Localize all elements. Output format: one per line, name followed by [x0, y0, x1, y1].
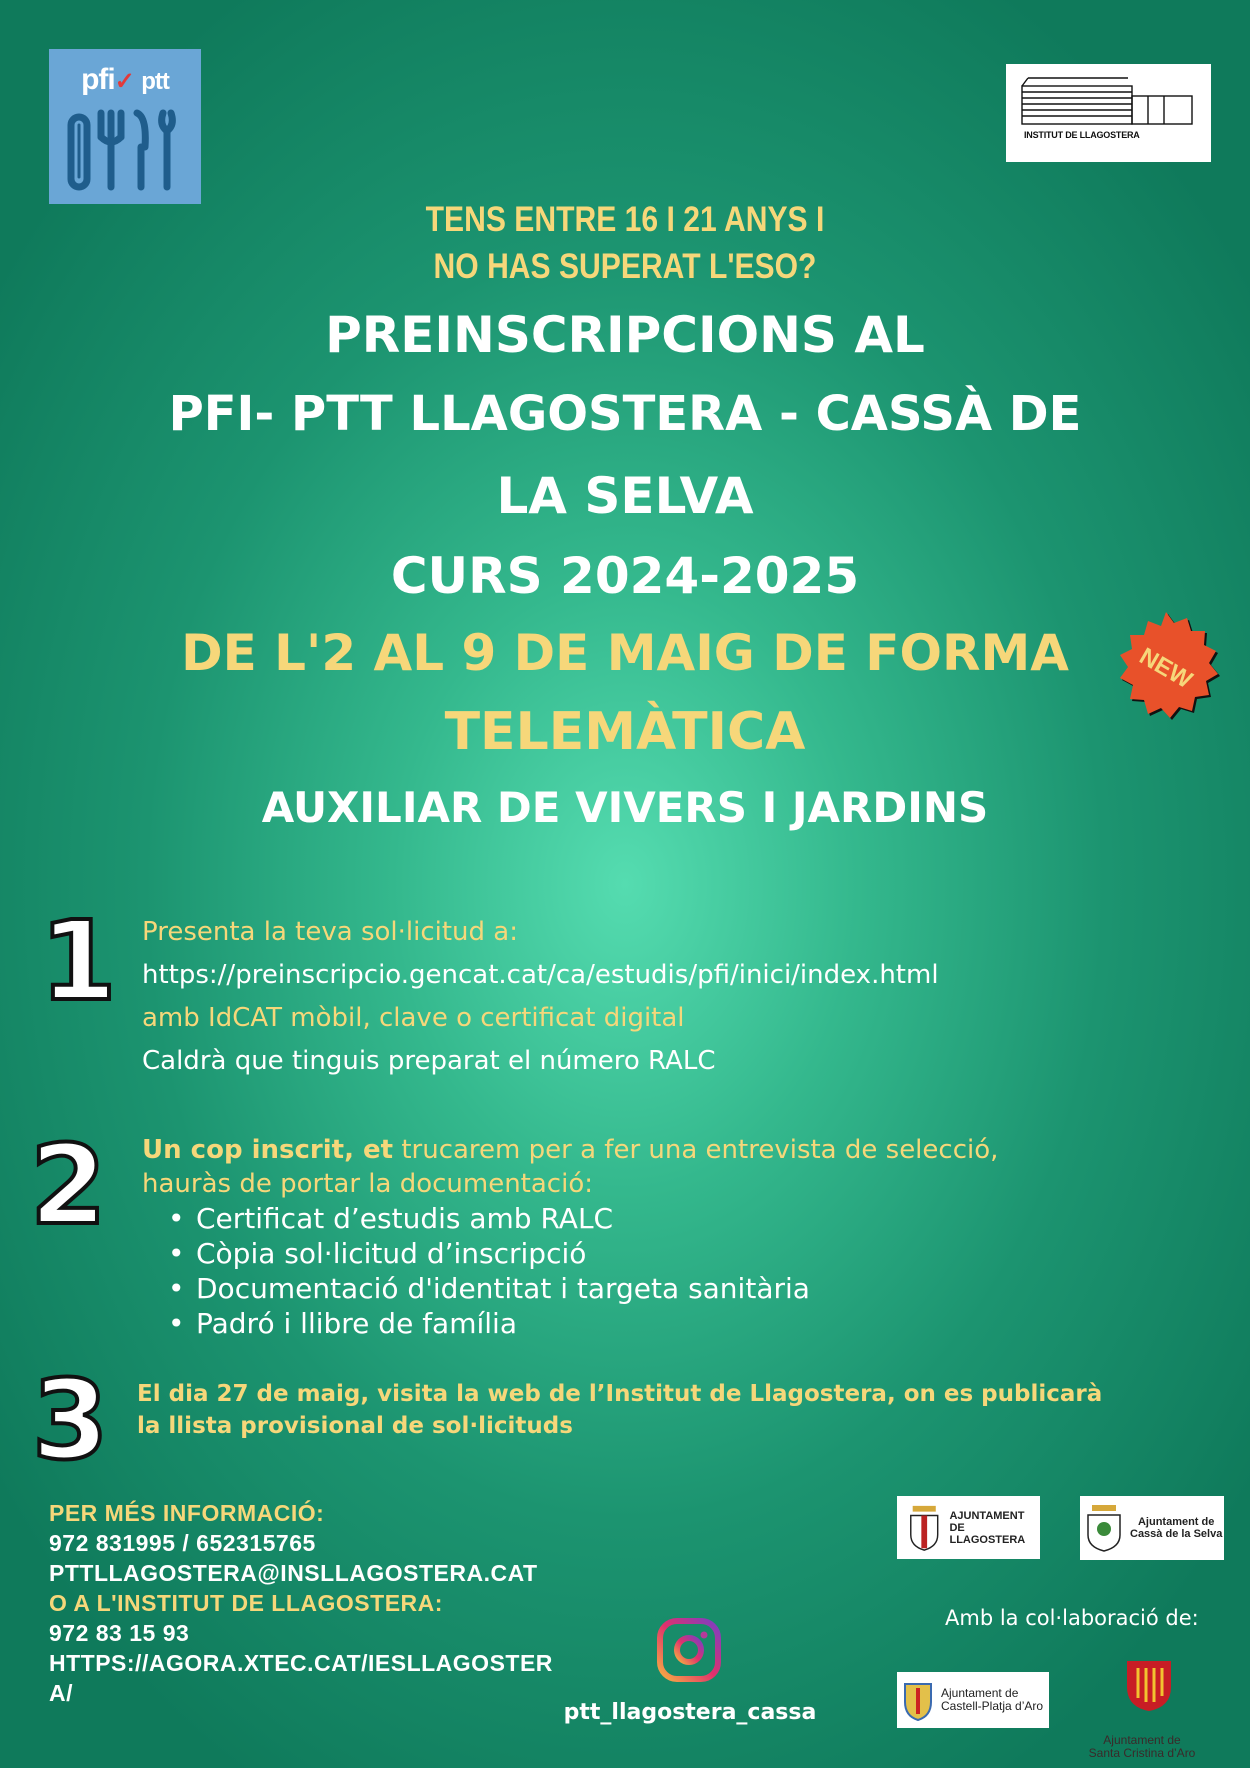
step-1-ralc-note: Caldrà que tinguis preparat el número RALC [142, 1046, 716, 1076]
institut-caption: INSTITUT DE LLAGOSTERA [1024, 130, 1140, 140]
school-building-icon [1018, 74, 1198, 130]
santa-cristina-shield-icon [1124, 1658, 1174, 1714]
title-line1: PREINSCRIPCIONS AL [325, 306, 925, 364]
step-2-line2: hauràs de portar la documentació: [142, 1169, 593, 1199]
pfi-ptt-logo-text [49, 63, 201, 97]
title-line2: PFI- PTT LLAGOSTERA - CASSÀ DE [168, 386, 1082, 442]
castell-card-text [941, 1687, 1043, 1713]
step-3 [137, 1378, 1137, 1442]
contact-phones: 972 831995 / 652315765 [49, 1530, 316, 1556]
cassa-line2: Cassà de la Selva [1130, 1528, 1223, 1540]
step-3-line2: la llista provisional de sol·licituds [137, 1413, 573, 1439]
instagram-glyph [656, 1617, 722, 1683]
dates-line1: DE L'2 AL 9 DE MAIG DE FORMA [181, 624, 1069, 682]
cassa-shield-icon [1084, 1503, 1124, 1553]
step-1 [142, 915, 1142, 1078]
institut-heading: O A L'INSTITUT DE LLAGOSTERA: [49, 1590, 443, 1616]
step-2 [142, 1133, 1142, 1341]
collaboration-label: Amb la col·laboració de: [945, 1606, 1199, 1630]
institut-web-line1[interactable]: HTTPS://AGORA.XTEC.CAT/IESLLAGOSTER [49, 1650, 553, 1676]
step-3-line1: El dia 27 de maig, visita la web de l’Institut de Llagostera, on es publicarà [137, 1381, 1103, 1407]
list-item: • Padró i llibre de família [168, 1306, 1142, 1341]
ptt-wordmark: ptt [141, 68, 169, 95]
ajuntament-llagostera-logo [897, 1496, 1040, 1559]
check-mark: ✓ [114, 68, 134, 95]
castell-line2: Castell-Platja d’Aro [941, 1699, 1044, 1713]
list-item: • Certificat d’estudis amb RALC [168, 1201, 1142, 1236]
list-item: • Còpia sol·licitud d’inscripció [168, 1236, 1142, 1271]
tools-icon [67, 107, 185, 193]
list-item: • Documentació d'identitat i targeta sanitària [168, 1271, 1142, 1306]
step-2-lead-rest: trucarem per a fer una entrevista de selecció, [393, 1135, 999, 1165]
pfi-wordmark: pfi [81, 63, 115, 96]
step-2-lead [142, 1133, 1142, 1167]
castell-shield-icon [901, 1676, 935, 1724]
badge-text: NEW [1134, 642, 1197, 695]
step-1-methods: amb IdCAT mòbil, clave o certificat digital [142, 1003, 685, 1033]
santa-cristina-text [1082, 1734, 1202, 1760]
llagostera-line2: DE LLAGOSTERA [949, 1521, 1026, 1546]
step-1-intro: Presenta la teva sol·licitud a: [142, 917, 518, 947]
llagostera-shield-icon [905, 1503, 943, 1553]
documents-list [142, 1201, 1142, 1341]
contact-heading: PER MÉS INFORMACIÓ: [49, 1500, 325, 1526]
course-name: AUXILIAR DE VIVERS I JARDINS [261, 783, 989, 832]
ajuntament-cassa-logo [1080, 1496, 1224, 1560]
step-2-lead-bold: Un cop inscrit, et [142, 1135, 394, 1165]
institut-phone: 972 83 15 93 [49, 1620, 190, 1646]
contact-info [49, 1498, 553, 1708]
dates-line2: TELEMÀTICA [444, 702, 806, 762]
pfi-ptt-logo [49, 49, 201, 204]
title-line3: LA SELVA [496, 467, 754, 525]
contact-email[interactable]: PTTLLAGOSTERA@INSLLAGOSTERA.CAT [49, 1560, 538, 1586]
intro-question-line1: TENS ENTRE 16 I 21 ANYS I [425, 200, 825, 239]
santa-cristina-line1: Ajuntament de [1103, 1733, 1181, 1747]
castell-line1: Ajuntament de [941, 1686, 1019, 1700]
santa-cristina-line2: Santa Cristina d’Aro [1088, 1746, 1196, 1760]
title-line4: CURS 2024-2025 [390, 547, 860, 605]
institut-llagostera-logo [1006, 64, 1211, 162]
step-1-url[interactable]: https://preinscripcio.gencat.cat/ca/estudis/pfi/inici/index.html [142, 960, 939, 990]
llagostera-card-text [949, 1510, 1040, 1546]
step-1-number: 1 [40, 897, 117, 1025]
instagram-icon[interactable] [656, 1617, 722, 1683]
ajuntament-castell-platja-logo [897, 1672, 1049, 1728]
step-2-number: 2 [30, 1121, 107, 1249]
intro-question-line2: NO HAS SUPERAT L'ESO? [433, 247, 817, 286]
cassa-card-text [1130, 1516, 1222, 1540]
institut-web-line2[interactable]: A/ [49, 1680, 73, 1706]
starburst-icon [1108, 610, 1224, 726]
llagostera-line1: AJUNTAMENT [949, 1509, 1025, 1522]
new-badge [1108, 610, 1224, 726]
step-3-number: 3 [32, 1356, 109, 1484]
instagram-handle[interactable]: ptt_llagostera_cassa [563, 1700, 817, 1725]
cassa-line1: Ajuntament de [1137, 1516, 1215, 1528]
